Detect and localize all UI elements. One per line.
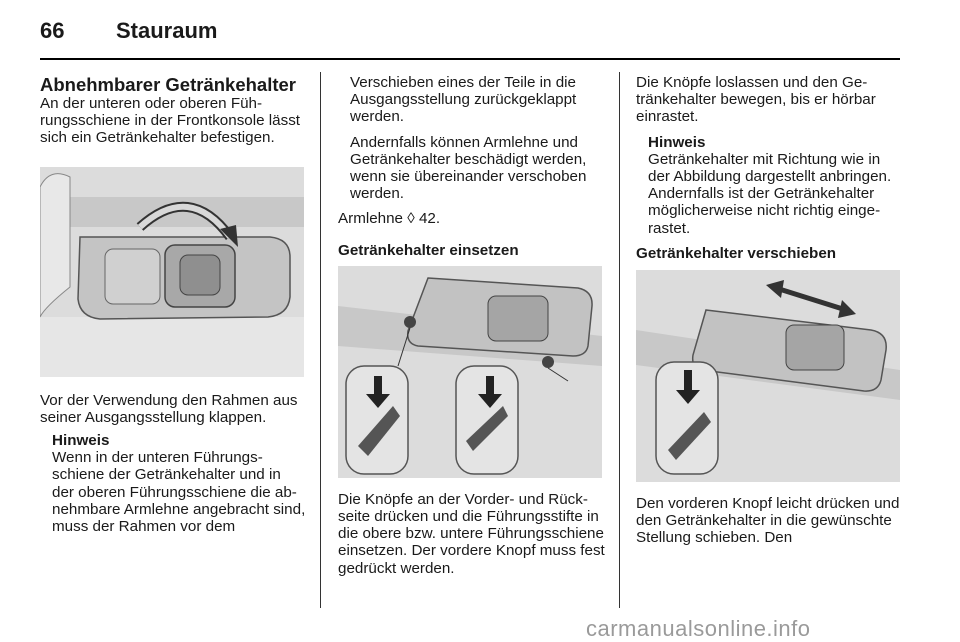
slide-subheading: Getränkehalter verschieben (636, 244, 837, 262)
release-paragraph: Die Knöpfe loslassen und den Getränkehalter bewegen, bis er hörbar einrastet. (636, 74, 876, 126)
note-text: Getränkehalter mit Richtung wie in der Abbildung dargestellt anbringen. Andernfalls ist der Getränkehalter möglicherweise nicht richtig eingerastet. (648, 150, 892, 237)
column-1 (40, 74, 306, 535)
header-rule (40, 58, 900, 60)
note-title: Hinweis (52, 432, 110, 450)
note-continuation-2: Andernfalls können Armlehne und Getränkehalter beschädigt werden, wenn sie übereinander verschoben werden. (350, 133, 587, 203)
intro-paragraph: An der unteren oder oberen Führungsschiene in der Frontkonsole lässt sich ein Getränkehalter befestigen. (40, 95, 301, 147)
armrest-reference: Armlehne ◊ 42. (338, 210, 441, 228)
cupholder-rotate-figure (40, 167, 304, 377)
unfold-frame-paragraph: Vor der Verwendung den Rahmen aus seiner Ausgangsstellung klappen. (40, 391, 298, 426)
cupholder-insert-figure (338, 266, 602, 478)
cupholder-slide-figure (636, 270, 900, 482)
slide-paragraph: Den vorderen Knopf leicht drücken und den Getränkehalter in die gewünschte Stellung schieben. Den (636, 495, 900, 547)
note-box-2 (636, 134, 904, 237)
page-title: Stauraum (116, 18, 218, 43)
note-continuation-1: Verschieben eines der Teile in die Ausgangsstellung zurückgeklappt werden. (350, 74, 577, 126)
column-3 (636, 74, 904, 547)
column-2 (338, 74, 606, 577)
watermark: carmanualsonline.info (586, 616, 811, 641)
note-text: Wenn in der unteren Führungsschiene der Getränkehalter und in der oberen Führungsschiene die abnehmbare Armlehne angebracht sind, muss der Rahmen vor dem (52, 449, 306, 536)
section-heading: Abnehmbarer Getränkehalter (40, 74, 297, 95)
note-continuation (338, 74, 606, 202)
note-box-1 (40, 432, 306, 535)
insert-paragraph: Die Knöpfe an der Vorder- und Rückseite drücken und die Führungsstifte in die obere bzw. untere Führungsschiene einsetzen. Der vordere Knopf muss fest gedrückt werden. (338, 490, 605, 577)
page-number: 66 (40, 18, 65, 43)
column-divider-1 (320, 72, 321, 608)
column-divider-2 (619, 72, 620, 608)
note-title: Hinweis (648, 133, 706, 151)
insert-subheading: Getränkehalter einsetzen (338, 241, 519, 259)
